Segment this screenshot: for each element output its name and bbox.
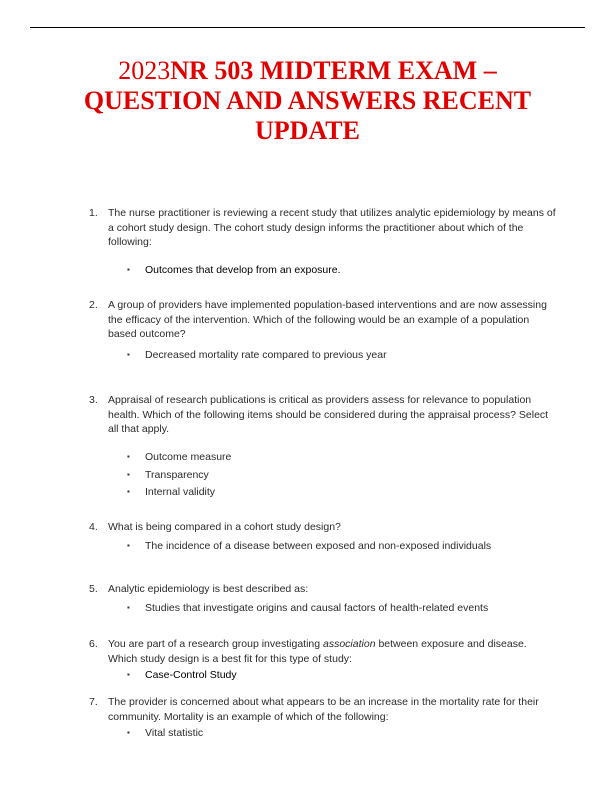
question-text: Appraisal of research publications is critical as providers assess for relevance to population health. Which of the following items should be considered during the appraisal process? Select all that apply. bbox=[108, 394, 549, 435]
bullet-icon: ▪ bbox=[127, 265, 130, 274]
bullet-icon: ▪ bbox=[127, 350, 130, 359]
bullet-icon: ▪ bbox=[127, 670, 130, 679]
answer-item: Decreased mortality rate compared to previous year bbox=[145, 349, 387, 361]
answer-item: The incidence of a disease between exposed and non-exposed individuals bbox=[145, 540, 492, 552]
answer-item: Studies that investigate origins and causal factors of health-related events bbox=[145, 602, 489, 614]
title-main: NR 503 MIDTERM EXAM – QUESTION AND ANSWERS RECENT UPDATE bbox=[83, 56, 532, 145]
question-number: 1. bbox=[89, 207, 98, 219]
document-title bbox=[60, 56, 555, 146]
question-text: What is being compared in a cohort study design? bbox=[108, 521, 341, 533]
answer-item: Transparency bbox=[145, 469, 209, 481]
question-number: 3. bbox=[89, 394, 98, 406]
italic-term: association bbox=[323, 638, 376, 650]
answer-item: Outcome measure bbox=[145, 451, 232, 463]
question-text: You are part of a research group investigating association between exposure and disease. Which study design is a best fit for this type of study: bbox=[108, 638, 527, 665]
answer-item: Outcomes that develop from an exposure. bbox=[145, 264, 341, 276]
bullet-icon: ▪ bbox=[127, 470, 130, 479]
question-number: 7. bbox=[89, 696, 98, 708]
title-year: 2023 bbox=[118, 56, 171, 85]
answer-item: Vital statistic bbox=[145, 727, 204, 739]
bullet-icon: ▪ bbox=[127, 603, 130, 612]
question-text: The provider is concerned about what appears to be an increase in the mortality rate for their community. Mortality is an example of which of the following: bbox=[108, 696, 539, 723]
bullet-icon: ▪ bbox=[127, 728, 130, 737]
bullet-icon: ▪ bbox=[127, 541, 130, 550]
question-number: 6. bbox=[89, 638, 98, 650]
answer-item: Internal validity bbox=[145, 486, 216, 498]
header-rule bbox=[30, 27, 585, 28]
answer-item: Case-Control Study bbox=[145, 669, 237, 681]
question-text: The nurse practitioner is reviewing a recent study that utilizes analytic epidemiology by means of a cohort study design. The cohort study design informs the practitioner about which of the following: bbox=[108, 207, 556, 248]
bullet-icon: ▪ bbox=[127, 487, 130, 496]
question-number: 5. bbox=[89, 583, 98, 595]
question-number: 4. bbox=[89, 521, 98, 533]
question-text: Analytic epidemiology is best described as: bbox=[108, 583, 309, 595]
bullet-icon: ▪ bbox=[127, 452, 130, 461]
question-number: 2. bbox=[89, 299, 98, 311]
question-text: A group of providers have implemented population-based interventions and are now assessing the efficacy of the intervention. Which of the following would be an example of a population based outcome? bbox=[108, 299, 547, 340]
